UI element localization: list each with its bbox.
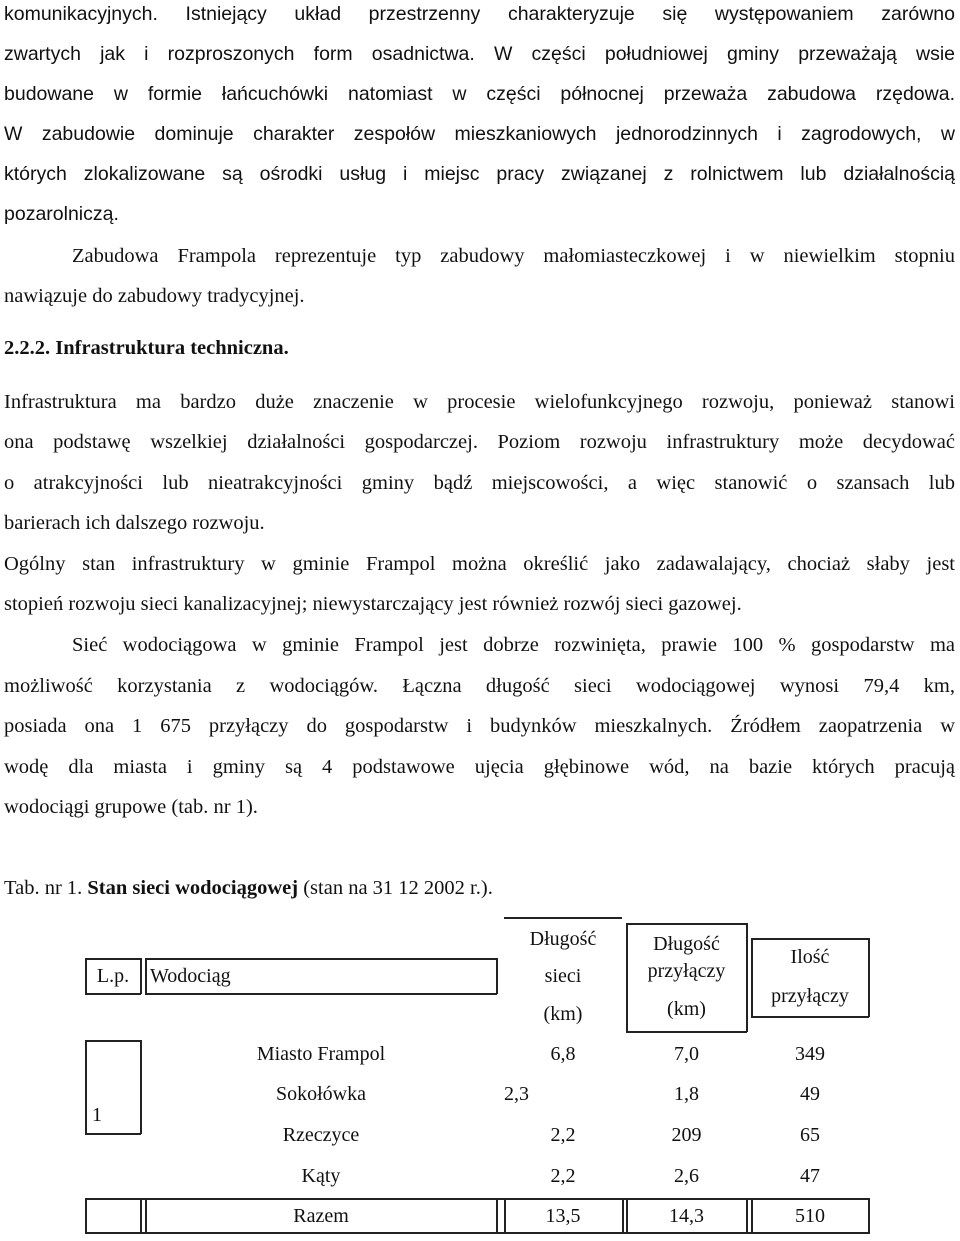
paragraph-line: Infrastruktura ma bardzo duże znaczenie w procesie wielofunkcyjnego rozwoju, ponieważ stanowi (4, 391, 955, 413)
paragraph-line: o atrakcyjności lub nieatrakcyjności gminy bądź miejscowości, a więc stanowić o szansach lub (4, 472, 955, 494)
grid-line (504, 917, 622, 919)
row-siec: 2,3 (504, 1083, 529, 1105)
row-siec: 2,2 (550, 1124, 576, 1146)
paragraph-line: których zlokalizowane są ośrodki usług i miejsc pracy związanej z rolnictwem lub działalnością (4, 163, 955, 185)
grid-line (85, 1232, 870, 1234)
caption-suffix: (stan na 31 12 2002 r.). (298, 877, 493, 899)
header-siec-2: sieci (544, 965, 582, 987)
total-ilosc: 510 (795, 1205, 825, 1227)
row-przyl: 1,8 (674, 1083, 699, 1105)
grid-line (145, 958, 147, 994)
grid-line (626, 1198, 628, 1233)
row-name: Kąty (301, 1165, 341, 1187)
grid-line (504, 1198, 506, 1233)
grid-line (868, 1198, 870, 1233)
row-name: Miasto Frampol (256, 1043, 386, 1065)
grid-line (496, 1198, 498, 1233)
header-przyl-2: przyłączy (647, 960, 726, 982)
paragraph-line: Sieć wodociągowa w gminie Frampol jest dobrze rozwinięta, prawie 100 % gospodarstw ma (72, 634, 955, 656)
grid-line (751, 938, 753, 1017)
grid-line (140, 1198, 142, 1233)
paragraph-line: stopień rozwoju sieci kanalizacyjnej; niewystarczający jest również rozwój sieci gazowej. (4, 593, 742, 615)
grid-line (626, 923, 747, 925)
grid-line (746, 923, 748, 1032)
caption-title: Stan sieci wodociągowej (87, 877, 299, 899)
total-label: Razem (293, 1205, 349, 1227)
grid-line (496, 958, 498, 994)
grid-line (85, 1133, 141, 1135)
header-siec-3: (km) (543, 1003, 583, 1025)
header-przyl-3: (km) (667, 998, 706, 1020)
header-przyl-1: Długość (653, 933, 720, 955)
grid-line (145, 1198, 147, 1233)
grid-line (85, 1198, 870, 1200)
grid-line (626, 923, 628, 1032)
total-siec: 13,5 (545, 1205, 581, 1227)
caption-prefix: Tab. nr 1. (4, 877, 88, 899)
grid-line (868, 938, 870, 1017)
grid-line (746, 1198, 748, 1233)
grid-line (140, 1040, 142, 1134)
row-siec: 2,2 (550, 1165, 576, 1187)
group-lp: 1 (92, 1104, 102, 1126)
grid-line (85, 1198, 87, 1233)
grid-line (85, 958, 87, 994)
paragraph-line: Zabudowa Frampola reprezentuje typ zabudowy małomiasteczkowej i w niewielkim stopniu (72, 245, 955, 267)
row-przyl: 209 (671, 1124, 702, 1146)
header-wodociag: Wodociąg (150, 965, 231, 987)
grid-line (751, 1198, 753, 1233)
grid-line (751, 938, 869, 940)
paragraph-line: ona podstawę wszelkiej działalności gospodarczej. Poziom rozwoju infrastruktury może decydować (4, 431, 955, 453)
paragraph-line: posiada ona 1 675 przyłączy do gospodarstw i budynków mieszkalnych. Źródłem zaopatrzenia w (4, 715, 955, 737)
header-ilosc-1: Ilość (790, 946, 830, 968)
paragraph-line: budowane w formie łańcuchówki natomiast w części północnej przeważa zabudowa rzędowa. (4, 83, 955, 105)
paragraph-line: nawiązuje do zabudowy tradycyjnej. (4, 285, 305, 307)
header-lp: L.p. (96, 965, 130, 987)
row-name: Sokołówka (276, 1083, 366, 1105)
row-przyl: 7,0 (674, 1043, 699, 1065)
grid-line (85, 1040, 87, 1134)
paragraph-line: Ogólny stan infrastruktury w gminie Frampol można określić jako zadawalający, chociaż słaby jest (4, 553, 955, 575)
section-heading: 2.2.2. Infrastruktura techniczna. (4, 337, 289, 359)
paragraph-line: zwartych jak i rozproszonych form osadnictwa. W części południowej gminy przeważają wsie (4, 43, 955, 65)
grid-line (145, 958, 497, 960)
grid-line (85, 958, 141, 960)
row-przyl: 2,6 (674, 1165, 699, 1187)
header-siec-1: Długość (529, 928, 597, 950)
row-ilosc: 47 (800, 1165, 820, 1187)
header-ilosc-2: przyłączy (771, 985, 849, 1007)
grid-line (85, 1040, 141, 1042)
table-caption (4, 876, 493, 900)
grid-line (622, 1198, 624, 1233)
row-siec: 6,8 (550, 1043, 576, 1065)
grid-line (626, 1031, 747, 1033)
grid-line (145, 993, 497, 995)
paragraph-line: komunikacyjnych. Istniejący układ przestrzenny charakteryzuje się występowaniem zarówno (4, 3, 955, 25)
paragraph-line: możliwość korzystania z wodociągów. Łączna długość sieci wodociągowej wynosi 79,4 km, (4, 675, 955, 697)
row-name: Rzeczyce (282, 1124, 360, 1146)
paragraph-line: pozarolniczą. (4, 203, 119, 225)
row-ilosc: 65 (800, 1124, 820, 1146)
paragraph-line: wodę dla miasta i gminy są 4 podstawowe ujęcia głębinowe wód, na bazie których pracują (4, 756, 955, 778)
total-przyl: 14,3 (669, 1205, 704, 1227)
grid-line (140, 958, 142, 994)
row-ilosc: 349 (795, 1043, 825, 1065)
grid-line (751, 1016, 869, 1018)
row-ilosc: 49 (800, 1083, 820, 1105)
grid-line (85, 993, 141, 995)
paragraph-line: wodociągi grupowe (tab. nr 1). (4, 796, 258, 818)
paragraph-line: barierach ich dalszego rozwoju. (4, 512, 265, 534)
paragraph-line: W zabudowie dominuje charakter zespołów mieszkaniowych jednorodzinnych i zagrodowych, w (4, 123, 955, 145)
